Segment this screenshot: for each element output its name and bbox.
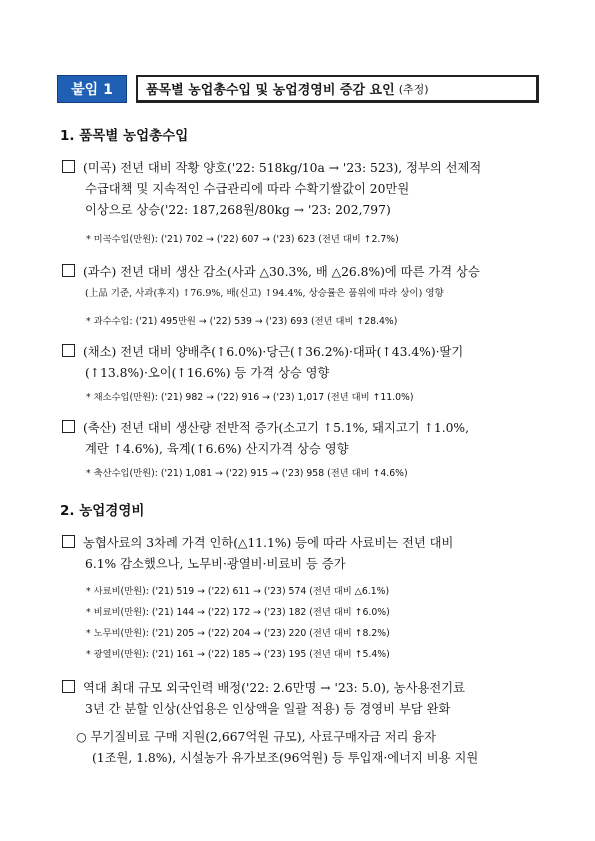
fruit-line1: (과수) 전년 대비 생산 감소(사과 △30.3%, 배 △26.8%)에 따른 가격 상승 — [83, 265, 480, 279]
labor-line1: 역대 최대 규모 외국인력 배정('22: 2.6만명 → '23: 5.0), 농사용전기료 — [83, 681, 466, 695]
checkbox-square-icon — [62, 680, 75, 693]
feed-item — [62, 533, 540, 575]
rice-line2: 수급대책 및 지속적인 수급관리에 따라 수확기쌀값이 20만원 — [85, 182, 410, 196]
feed-line2: 6.1% 감소했으나, 노무비·광열비·비료비 등 증가 — [85, 557, 346, 571]
veg-line2: (↑13.8%)·오이(↑16.6%) 등 가격 상승 영향 — [85, 366, 330, 380]
title-box — [136, 75, 539, 103]
veg-note: * 채소수입(만원): ('21) 982 → ('22) 916 → ('23) 1,017 (전년 대비 ↑11.0%) — [86, 392, 414, 403]
support-line2: (1조원, 1.8%), 시설농가 유가보조(96억원) 등 투입재·에너지 비용 지원 — [92, 751, 479, 765]
title-suffix: (추정) — [398, 82, 429, 96]
section2-heading: 2. 농업경영비 — [60, 503, 145, 519]
feed-note: * 노무비(만원): ('21) 205 → ('22) 204 → ('23) 220 (전년 대비 ↑8.2%) — [86, 628, 390, 639]
fruit-note: * 과수수입: ('21) 495만원 → ('22) 539 → ('23) 693 (전년 대비 ↑28.4%) — [86, 316, 398, 327]
livestock-note: * 축산수입(만원): ('21) 1,081 → ('22) 915 → ('23) 958 (전년 대비 ↑4.6%) — [86, 468, 408, 479]
veg-line1: (채소) 전년 대비 양배추(↑6.0%)·당근(↑36.2%)·대파(↑43.4%)·딸기 — [83, 345, 464, 359]
labor-line2: 3년 간 분할 인상(산업용은 인상액을 일괄 적용) 등 경영비 부담 완화 — [85, 702, 451, 716]
livestock-line2: 계란 ↑4.6%), 육계(↑6.6%) 산지가격 상승 영향 — [85, 442, 349, 456]
fruit-line2: (上品 기준, 사과(후지) ↑76.9%, 배(신고) ↑94.4%, 상승률은 품위에 따라 상이) 영향 — [85, 288, 444, 299]
attachment-badge: 붙임 1 — [57, 75, 127, 103]
fruit-item — [62, 262, 540, 304]
support-item — [76, 727, 540, 769]
feed-note: * 사료비(만원): ('21) 519 → ('22) 611 → ('23) 574 (전년 대비 △6.1%) — [86, 586, 390, 597]
rice-line3: 이상으로 상승('22: 187,268원/80kg → '23: 202,797) — [85, 203, 391, 217]
feed-note: * 광열비(만원): ('21) 161 → ('22) 185 → ('23) 195 (전년 대비 ↑5.4%) — [86, 649, 390, 660]
support-line1: 무기질비료 구매 지원(2,667억원 규모), 사료구매자금 저리 융자 — [90, 730, 437, 744]
page-title: 품목별 농업총수입 및 농업경영비 증감 요인 — [146, 83, 395, 98]
rice-item — [62, 158, 540, 221]
rice-line1: (미곡) 전년 대비 작황 양호('22: 518kg/10a → '23: 523), 정부의 선제적 — [83, 161, 482, 175]
labor-item — [62, 678, 540, 720]
section1-heading: 1. 품목별 농업총수입 — [60, 128, 189, 144]
feed-note: * 비료비(만원): ('21) 144 → ('22) 172 → ('23) 182 (전년 대비 ↑6.0%) — [86, 607, 390, 618]
checkbox-square-icon — [62, 264, 75, 277]
livestock-line1: (축산) 전년 대비 생산량 전반적 증가(소고기 ↑5.1%, 돼지고기 ↑1.0%, — [83, 421, 470, 435]
veg-item — [62, 342, 540, 384]
feed-line1: 농협사료의 3차례 가격 인하(△11.1%) 등에 따라 사료비는 전년 대비 — [83, 536, 454, 550]
circle-bullet-icon: ○ — [76, 730, 87, 744]
checkbox-square-icon — [62, 160, 75, 173]
checkbox-square-icon — [62, 344, 75, 357]
checkbox-square-icon — [62, 535, 75, 548]
title-bar — [57, 75, 539, 103]
checkbox-square-icon — [62, 420, 75, 433]
rice-note: * 미곡수입(만원): ('21) 702 → ('22) 607 → ('23) 623 (전년 대비 ↑2.7%) — [86, 234, 399, 245]
livestock-item — [62, 418, 540, 460]
